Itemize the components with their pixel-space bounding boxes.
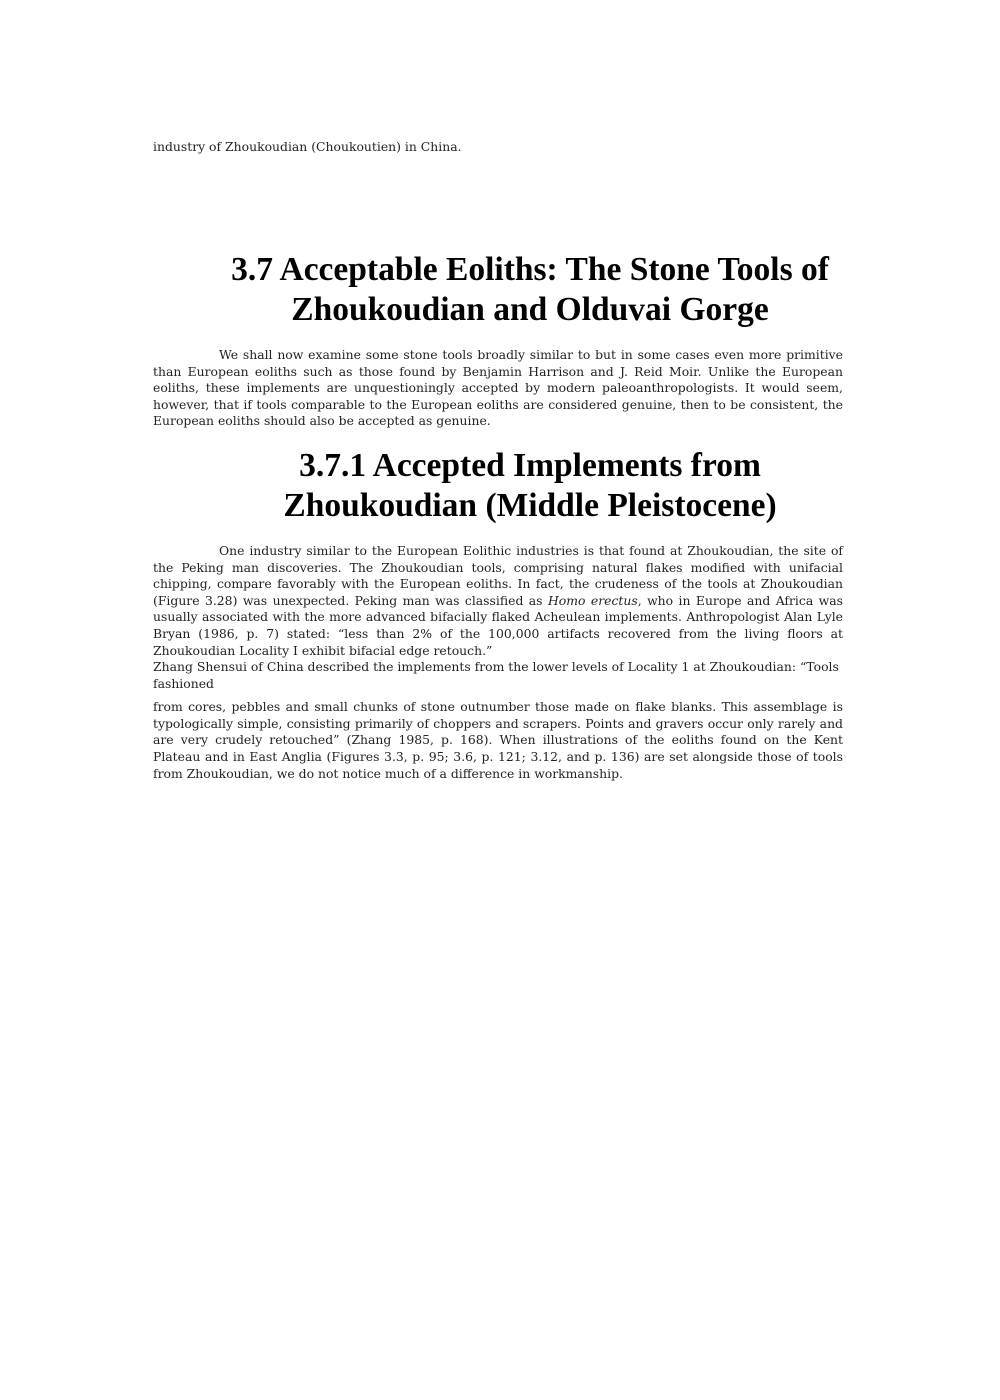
carryover-text: industry of Zhoukoudian (Choukoutien) in China. [153, 139, 462, 154]
section-heading-3-7-1-line2: Zhoukoudian (Middle Pleistocene) [283, 487, 777, 524]
section-3-7-1-paragraph-2 [153, 659, 843, 782]
paragraph-2-body: from cores, pebbles and small chunks of stone outnumber those made on flake blanks. This assemblage is typologically simple, consisting primarily of choppers and scrapers. Points and gravers occur only rarely and are very crudely retouched” (Zhang 1985, p. 168). When illustrations of the eoliths found on the Kent Plateau and in East Anglia (Figures 3.3, p. 95; 3.6, p. 121; 3.12, and p. 136) are set alongside those of tools from Zhoukoudian, we do not notice much of a difference in workmanship. [153, 699, 843, 781]
section-3-7-paragraph: We shall now examine some stone tools broadly similar to but in some cases even more primitive than European eoliths such as those found by Benjamin Harrison and J. Reid Moir. Unlike the European eoliths, these implements are unquestioningly accepted by modern paleoanthropologists. It would seem, however, that if tools comparable to the European eoliths are considered genuine, then to be consistent, the European eoliths should also be accepted as genuine. [153, 347, 843, 429]
section-3-7-1-paragraph-1 [153, 543, 843, 659]
section-heading-3-7-1-line1: 3.7.1 Accepted Implements from [299, 447, 761, 484]
paragraph-1-text-a: One industry similar to the European Eolithic industries is that found at Zhoukoudian, the site of the Peking man discoveries. The Zhoukoudian tools, comprising natural flakes modified with unifacial chipping, compare favorably with the European eoliths. In fact, the crudeness of the tools at Zhoukoudian (Figure 3.28) was unexpected. Peking man was classified as [153, 543, 843, 608]
section-heading-3-7-1 [150, 446, 910, 526]
section-heading-3-7 [150, 250, 910, 330]
section-heading-3-7-line2: Zhoukoudian and Olduvai Gorge [291, 291, 769, 328]
paragraph-2-first-line: Zhang Shensui of China described the implements from the lower levels of Locality 1 at Zhoukoudian: “Tools fashioned [153, 659, 839, 691]
paragraph-1-species-name: Homo erectus [547, 592, 638, 608]
section-heading-3-7-line1: 3.7 Acceptable Eoliths: The Stone Tools of [231, 251, 829, 288]
paragraph-1-text-b: , who in Europe and Africa was usually associated with the more advanced bifacially flaked Acheulean implements. Anthropologist Alan Lyle Bryan (1986, p. 7) stated: “less than 2% of the 100,000 artifacts recovered from the living floors at Zhoukoudian Locality I exhibit bifacial edge retouch.” [153, 592, 843, 658]
